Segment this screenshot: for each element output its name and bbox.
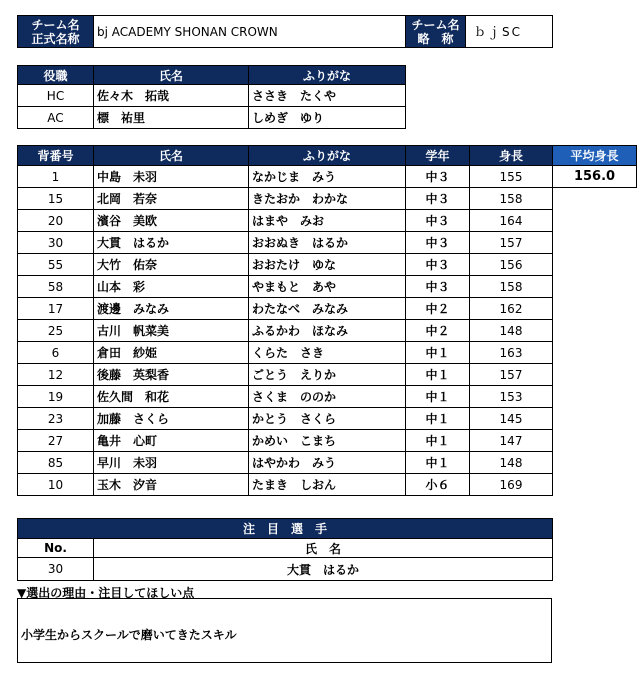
featured-no: 30 (18, 558, 94, 581)
team-abbr-label-line2: 略 称 (417, 31, 454, 46)
table-row (18, 232, 553, 254)
staff-kana: ささき たくや (249, 85, 406, 107)
average-height-table (552, 145, 637, 188)
table-row (18, 364, 553, 386)
player-height: 157 (470, 232, 553, 254)
player-grade: 中１ (406, 452, 470, 474)
staff-row (18, 107, 406, 129)
team-name-label-line1: チーム名 (31, 17, 80, 32)
team-abbr: ｂｊSC (466, 16, 553, 48)
player-kana: かとう さくら (249, 408, 406, 430)
staff-name: 佐々木 拓哉 (94, 85, 249, 107)
player-kana: くらた さき (249, 342, 406, 364)
player-header-kana: ふりがな (249, 146, 406, 166)
player-height: 169 (470, 474, 553, 496)
player-kana: やまもと あや (249, 276, 406, 298)
player-grade: 中１ (406, 386, 470, 408)
table-row (18, 166, 553, 188)
player-name: 大貫 はるか (94, 232, 249, 254)
table-row (18, 386, 553, 408)
player-height: 145 (470, 408, 553, 430)
player-kana: わたなべ みなみ (249, 298, 406, 320)
player-grade: 中１ (406, 430, 470, 452)
players-body (18, 166, 553, 496)
player-number: 1 (18, 166, 94, 188)
table-row (18, 298, 553, 320)
player-number: 58 (18, 276, 94, 298)
selection-reason-text: 小学生からスクールで磨いてきたスキル (21, 628, 237, 642)
player-name: 加藤 さくら (94, 408, 249, 430)
player-name: 濱谷 美欧 (94, 210, 249, 232)
players-table (17, 145, 553, 496)
table-row (18, 342, 553, 364)
staff-role: AC (18, 107, 94, 129)
staff-kana: しめぎ ゆり (249, 107, 406, 129)
table-row (18, 210, 553, 232)
player-name: 玉木 汐音 (94, 474, 249, 496)
player-number: 19 (18, 386, 94, 408)
player-kana: ごとう えりか (249, 364, 406, 386)
player-name: 北岡 若奈 (94, 188, 249, 210)
player-kana: おおぬき はるか (249, 232, 406, 254)
player-grade: 中３ (406, 232, 470, 254)
player-header-name: 氏名 (94, 146, 249, 166)
player-height: 153 (470, 386, 553, 408)
player-grade: 中２ (406, 298, 470, 320)
player-grade: 小６ (406, 474, 470, 496)
staff-header-kana: ふりがな (249, 66, 406, 85)
player-name: 古川 帆菜美 (94, 320, 249, 342)
player-grade: 中１ (406, 364, 470, 386)
player-height: 164 (470, 210, 553, 232)
table-row (18, 474, 553, 496)
staff-header-name: 氏名 (94, 66, 249, 85)
staff-name: 標 祐里 (94, 107, 249, 129)
selection-reason-box (17, 598, 552, 663)
player-name: 中島 未羽 (94, 166, 249, 188)
featured-title: 注 目 選 手 (18, 519, 553, 539)
player-grade: 中１ (406, 342, 470, 364)
featured-name-label: 氏 名 (94, 539, 553, 558)
player-header-grade: 学年 (406, 146, 470, 166)
player-height: 157 (470, 364, 553, 386)
player-kana: なかじま みう (249, 166, 406, 188)
player-height: 163 (470, 342, 553, 364)
team-name-label-line2: 正式名称 (31, 31, 80, 46)
player-grade: 中１ (406, 408, 470, 430)
player-grade: 中２ (406, 320, 470, 342)
staff-row (18, 85, 406, 107)
player-number: 25 (18, 320, 94, 342)
player-number: 30 (18, 232, 94, 254)
selection-reason-label: ▼選出の理由・注目してほしい点 (17, 586, 195, 600)
player-height: 148 (470, 320, 553, 342)
player-grade: 中３ (406, 210, 470, 232)
player-number: 6 (18, 342, 94, 364)
team-info-table (17, 15, 553, 48)
player-kana: はやかわ みう (249, 452, 406, 474)
player-name: 亀井 心町 (94, 430, 249, 452)
featured-name: 大貫 はるか (94, 558, 553, 581)
team-abbr-label (406, 16, 466, 48)
staff-table (17, 65, 406, 129)
player-kana: ふるかわ ほなみ (249, 320, 406, 342)
player-number: 27 (18, 430, 94, 452)
player-name: 倉田 紗姫 (94, 342, 249, 364)
player-kana: はまや みお (249, 210, 406, 232)
table-row (18, 320, 553, 342)
player-header-height: 身長 (470, 146, 553, 166)
team-name-label (18, 16, 94, 48)
player-height: 158 (470, 276, 553, 298)
player-height: 148 (470, 452, 553, 474)
staff-header-role: 役職 (18, 66, 94, 85)
player-grade: 中３ (406, 188, 470, 210)
player-kana: さくま ののか (249, 386, 406, 408)
player-grade: 中３ (406, 276, 470, 298)
player-number: 17 (18, 298, 94, 320)
staff-role: HC (18, 85, 94, 107)
player-name: 山本 彩 (94, 276, 249, 298)
player-number: 85 (18, 452, 94, 474)
player-grade: 中３ (406, 166, 470, 188)
player-height: 155 (470, 166, 553, 188)
player-grade: 中３ (406, 254, 470, 276)
player-number: 55 (18, 254, 94, 276)
player-number: 20 (18, 210, 94, 232)
player-kana: かめい こまち (249, 430, 406, 452)
player-number: 23 (18, 408, 94, 430)
table-row (18, 276, 553, 298)
featured-no-label: No. (18, 539, 94, 558)
player-height: 162 (470, 298, 553, 320)
player-header-number: 背番号 (18, 146, 94, 166)
player-number: 10 (18, 474, 94, 496)
player-name: 大竹 佑奈 (94, 254, 249, 276)
table-row (18, 188, 553, 210)
average-height-value: 156.0 (553, 166, 637, 188)
featured-player-table (17, 518, 553, 581)
official-team-name: bj ACADEMY SHONAN CROWN (94, 16, 406, 48)
player-number: 12 (18, 364, 94, 386)
player-name: 後藤 英梨香 (94, 364, 249, 386)
table-row (18, 430, 553, 452)
player-name: 渡邊 みなみ (94, 298, 249, 320)
player-height: 158 (470, 188, 553, 210)
table-row (18, 452, 553, 474)
player-kana: たまき しおん (249, 474, 406, 496)
player-name: 早川 未羽 (94, 452, 249, 474)
player-height: 147 (470, 430, 553, 452)
player-kana: きたおか わかな (249, 188, 406, 210)
player-height: 156 (470, 254, 553, 276)
player-name: 佐久間 和花 (94, 386, 249, 408)
table-row (18, 408, 553, 430)
table-row (18, 254, 553, 276)
player-kana: おおたけ ゆな (249, 254, 406, 276)
average-height-label: 平均身長 (553, 146, 637, 166)
player-number: 15 (18, 188, 94, 210)
team-abbr-label-line1: チーム名 (411, 17, 460, 32)
